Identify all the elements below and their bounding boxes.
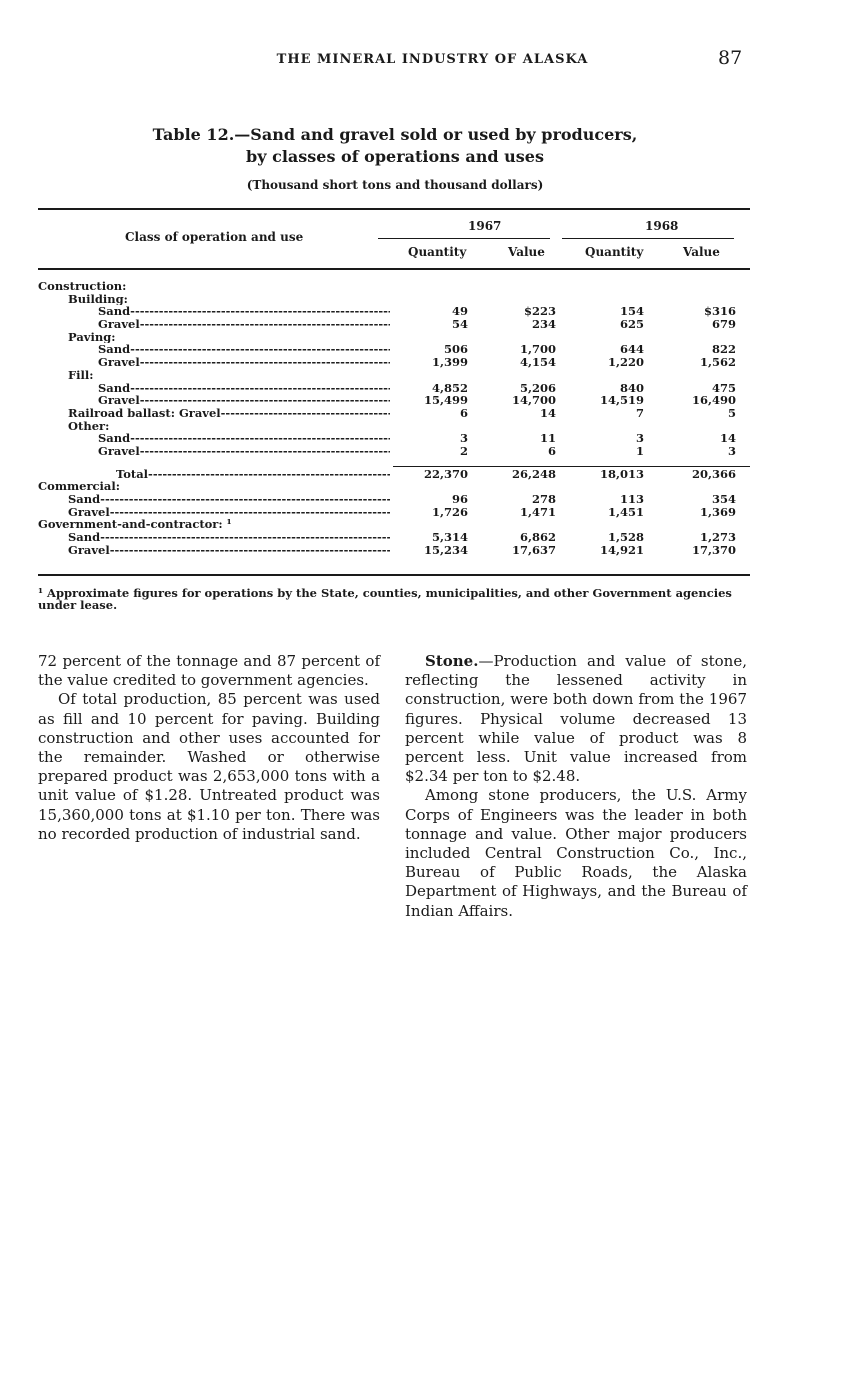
year-1967-header: 1967 <box>468 219 502 233</box>
table-cell: 4,154 <box>519 355 556 370</box>
row-label: Construction: <box>38 280 127 293</box>
table-title-line2: by classes of operations and uses <box>246 147 544 166</box>
table-cell: 2 <box>459 443 468 458</box>
table-cell: 96 <box>451 492 468 506</box>
table-bottom-rule <box>38 574 750 576</box>
right-paragraph-1 <box>405 652 747 786</box>
table-cell: 20,366 <box>691 466 736 481</box>
row-label: Fill: <box>68 368 94 382</box>
table-row <box>38 531 750 544</box>
row-label: Government-and-contractor: ¹ <box>38 518 232 532</box>
table-header-rule <box>38 268 750 270</box>
table-cell: 18,013 <box>599 466 644 481</box>
table-cell: 1,399 <box>431 355 468 370</box>
table-cell: 6 <box>547 443 556 458</box>
table-cell: 278 <box>531 492 556 506</box>
row-label: Gravel ----- <box>68 506 390 519</box>
table-title <box>0 124 790 168</box>
table-cell: $223 <box>523 304 556 319</box>
row-label: Commercial: <box>38 480 120 494</box>
table-cell: 15,234 <box>423 542 468 557</box>
row-label: Sand ----- <box>98 305 390 318</box>
row-label: Gravel ----- <box>98 318 390 331</box>
table-row <box>38 468 750 481</box>
table-cell: 11 <box>539 431 556 446</box>
table-cell: 22,370 <box>423 466 468 481</box>
table-body <box>38 280 750 556</box>
table-cell: 1 <box>635 443 644 458</box>
table-cell: 506 <box>443 342 468 357</box>
table-cell: 1,369 <box>699 504 736 519</box>
table-row <box>38 369 750 382</box>
quantity-header-1968: Quantity <box>585 245 644 259</box>
table-cell: 6 <box>459 405 468 420</box>
row-label: Gravel ----- <box>68 544 390 557</box>
table-cell: 17,370 <box>691 542 736 557</box>
table-cell: 3 <box>459 431 468 446</box>
table-cell: 644 <box>619 342 644 357</box>
table-cell: 16,490 <box>691 393 736 408</box>
table-cell: 154 <box>619 304 644 319</box>
left-paragraph-2: Of total production, 85 percent was used as fill and 10 percent for paving. Building construction and other uses accounted for the remainder. Washed or otherwise prepared product was 2,653,000 tons with a unit value of $1.28. Untreated product was 15,360,000 tons at $1.10 per ton. There was no recorded production of industrial sand. <box>38 690 380 843</box>
table-cell: 5,206 <box>519 380 556 395</box>
table-cell: $316 <box>703 304 736 319</box>
table-cell: 1,726 <box>431 504 468 519</box>
table-cell: 1,471 <box>519 504 556 519</box>
table-cell: 14,921 <box>599 542 644 557</box>
left-column <box>38 652 380 844</box>
year-1967-underline <box>378 238 550 239</box>
table-row <box>38 506 750 519</box>
table-row <box>38 280 750 293</box>
right-column <box>405 652 747 921</box>
table-cell: 4,852 <box>431 380 468 395</box>
table-cell: 14,700 <box>511 393 556 408</box>
table-row <box>38 394 750 407</box>
row-label: Total ----- <box>116 468 390 481</box>
table-cell: 113 <box>619 492 644 506</box>
table-cell: 26,248 <box>511 466 556 481</box>
table-cell: 1,220 <box>607 355 644 370</box>
right-paragraph-1-text: —Production and value of stone, reflecting the lessened activity in construction, were both down from the 1967 figures. Physical volume decreased 13 percent while value of product was 8 percent less. Unit value increased from $2.34 per ton to $2.48. <box>405 652 747 786</box>
table-cell: 14 <box>539 405 556 420</box>
table-cell: 625 <box>619 317 644 332</box>
quantity-header-1967: Quantity <box>408 245 467 259</box>
table-cell: 679 <box>711 317 736 332</box>
table-row <box>38 356 750 369</box>
page-number: 87 <box>718 47 743 69</box>
row-label: Gravel ----- <box>98 394 390 407</box>
year-1968-header: 1968 <box>645 219 679 233</box>
right-paragraph-2: Among stone producers, the U.S. Army Corps of Engineers was the leader in both tonnage and value. Other major producers included Central Construction Co., Inc., Bureau of Public Roads, the Alaska Department of Highways, and the Bureau of Indian Affairs. <box>405 786 747 920</box>
table-cell: 14 <box>719 431 736 446</box>
row-label: Sand ----- <box>68 493 390 506</box>
table-cell: 1,562 <box>699 355 736 370</box>
table-cell: 822 <box>711 342 736 357</box>
row-label: Sand ----- <box>68 531 390 544</box>
table-row <box>38 544 750 557</box>
stone-lead: Stone. <box>425 652 479 670</box>
row-label: Paving: <box>68 330 116 344</box>
left-paragraph-1: 72 percent of the tonnage and 87 percent of the value credited to government agencies. <box>38 652 380 690</box>
table-cell: 17,637 <box>511 542 556 557</box>
table-cell: 54 <box>451 317 468 332</box>
table-cell: 15,499 <box>423 393 468 408</box>
table-top-rule <box>38 208 750 210</box>
year-1968-underline <box>562 238 734 239</box>
table-cell: 5,314 <box>431 530 468 545</box>
row-label: Gravel ----- <box>98 356 390 369</box>
row-label: Railroad ballast: Gravel ----- <box>68 407 390 420</box>
row-label: Other: <box>68 419 110 433</box>
value-header-1967: Value <box>508 245 545 259</box>
table-cell: 354 <box>711 492 736 506</box>
table-footnote: ¹ Approximate figures for operations by the State, counties, municipalities, and other Government agencies under lease. <box>38 586 732 612</box>
running-head: THE MINERAL INDUSTRY OF ALASKA <box>276 52 589 67</box>
row-label: Sand ----- <box>98 343 390 356</box>
table-cell: 3 <box>635 431 644 446</box>
value-header-1968: Value <box>683 245 720 259</box>
column-label-header: Class of operation and use <box>125 230 304 244</box>
table-cell: 1,273 <box>699 530 736 545</box>
table-row <box>38 445 750 458</box>
table-cell: 14,519 <box>599 393 644 408</box>
table-cell: 1,528 <box>607 530 644 545</box>
table-cell: 1,451 <box>607 504 644 519</box>
table-cell: 3 <box>727 443 736 458</box>
row-label: Gravel ----- <box>98 445 390 458</box>
table-row <box>38 493 750 506</box>
table-cell: 234 <box>531 317 556 332</box>
row-label: Sand ----- <box>98 382 390 395</box>
table-cell: 7 <box>635 405 644 420</box>
table-row <box>38 318 750 331</box>
table-cell: 840 <box>619 380 644 395</box>
table-title-line1: Table 12.—Sand and gravel sold or used by producers, <box>152 125 638 144</box>
table-cell: 49 <box>451 304 468 319</box>
table-cell: 475 <box>711 380 736 395</box>
row-label: Building: <box>68 292 128 306</box>
table-cell: 1,700 <box>519 342 556 357</box>
table-cell: 5 <box>727 405 736 420</box>
table-cell: 6,862 <box>519 530 556 545</box>
total-rule <box>393 466 750 467</box>
table-subtitle: (Thousand short tons and thousand dollars) <box>246 178 544 192</box>
row-label: Sand ----- <box>98 432 390 445</box>
table-row <box>38 407 750 420</box>
